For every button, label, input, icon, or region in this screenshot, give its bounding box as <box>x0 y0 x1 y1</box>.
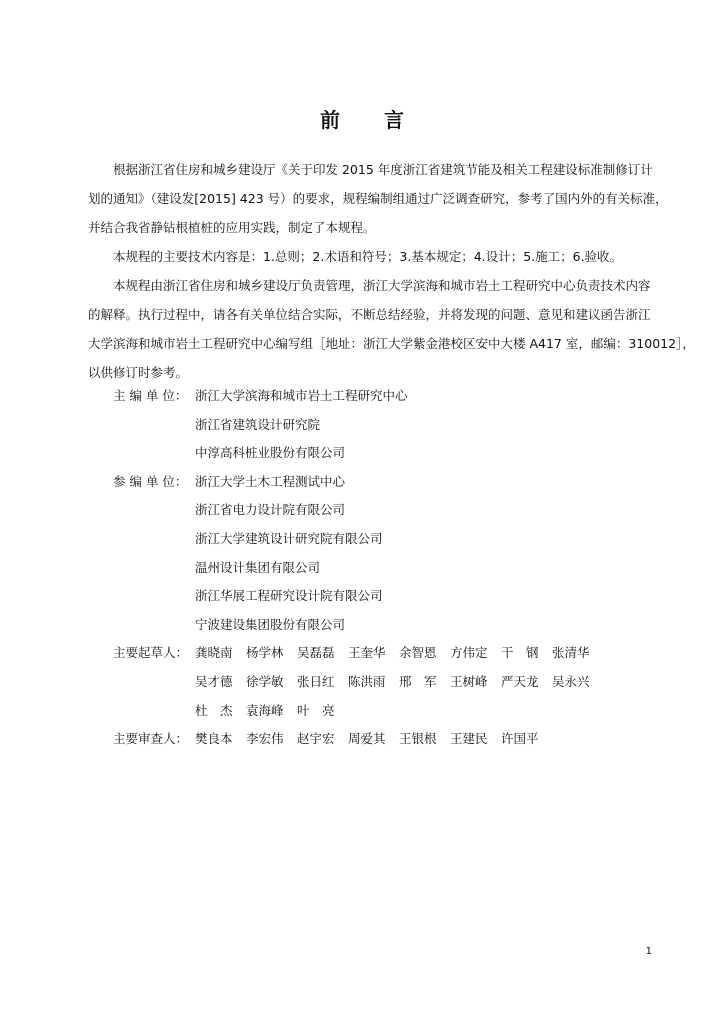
chief-units-label: 主 编 单 位： <box>113 388 188 403</box>
drafter-name: 吴才德 <box>195 673 233 689</box>
paragraph-line: 并结合我省静钻根植桩的应用实践，制定了本规程。 <box>88 220 376 235</box>
participating-unit-item: 浙江华展工程研究设计院有限公司 <box>195 588 383 604</box>
reviewer-name: 李宏伟 <box>246 731 284 747</box>
reviewer-name: 王银根 <box>399 731 437 747</box>
paragraph-line: 本规程由浙江省住房和城乡建设厅负责管理，浙江大学滨海和城市岩土工程研究中心负责技术内容 <box>113 278 651 293</box>
chief-unit-row <box>113 439 603 468</box>
paragraph-1 <box>88 155 668 242</box>
chief-unit-row <box>113 382 603 411</box>
drafters-names <box>195 697 348 726</box>
participating-unit-row <box>113 582 603 611</box>
drafter-name: 吴磊磊 <box>297 645 335 661</box>
drafter-name: 杨学林 <box>246 645 284 661</box>
drafters-label: 主要起草人： <box>113 645 189 661</box>
drafter-name: 陈洪雨 <box>348 673 386 689</box>
drafter-name: 余智恩 <box>399 645 437 661</box>
drafter-name: 叶 亮 <box>297 702 335 718</box>
participating-unit-row <box>113 554 603 583</box>
paragraph-3 <box>88 271 695 387</box>
chief-unit-row <box>113 411 603 440</box>
paragraph-2 <box>88 242 662 271</box>
participating-unit-item: 浙江大学土木工程测试中心 <box>195 473 346 489</box>
reviewer-name: 赵宇宏 <box>297 731 335 747</box>
participating-unit-item: 温州设计集团有限公司 <box>195 559 321 575</box>
chief-unit-item: 中淳高科桩业股份有限公司 <box>195 445 346 461</box>
drafter-name: 王树峰 <box>450 673 488 689</box>
page-title <box>0 104 724 133</box>
drafter-name: 杜 杰 <box>195 702 233 718</box>
chief-unit-item: 浙江省建筑设计研究院 <box>195 416 321 432</box>
drafter-name: 方伟定 <box>450 645 488 661</box>
participating-unit-row <box>113 496 603 525</box>
credits-section <box>113 382 603 754</box>
participating-unit-row <box>113 611 603 640</box>
reviewer-name: 樊良本 <box>195 731 233 747</box>
participating-unit-item: 宁波建设集团股份有限公司 <box>195 616 346 632</box>
preface-body <box>88 155 695 387</box>
reviewers-label: 主要审查人： <box>113 731 189 747</box>
title-char-2: 言 <box>384 108 404 132</box>
reviewer-name: 王建民 <box>450 731 488 747</box>
reviewers-row <box>113 725 603 754</box>
drafters-names <box>195 639 603 668</box>
drafter-name: 张清华 <box>552 645 590 661</box>
drafters-row <box>113 668 603 697</box>
drafter-name: 吴永兴 <box>552 673 590 689</box>
reviewers-names <box>195 725 552 754</box>
paragraph-line: 以供修订时参考。 <box>88 365 189 380</box>
drafter-name: 严天龙 <box>501 673 539 689</box>
paragraph-line: 的解释。执行过程中，请各有关单位结合实际，不断总结经验，并将发现的问题、意见和建议函告浙江 <box>88 307 651 322</box>
participating-unit-row <box>113 468 603 497</box>
chief-unit-item: 浙江大学滨海和城市岩土工程研究中心 <box>195 388 408 403</box>
page-number: 1 <box>645 946 652 957</box>
drafter-name: 龚晓南 <box>195 645 233 661</box>
drafter-name: 袁海峰 <box>246 702 284 718</box>
reviewer-name: 周爱其 <box>348 731 386 747</box>
drafter-name: 张日红 <box>297 673 335 689</box>
participating-unit-item: 浙江大学建筑设计研究院有限公司 <box>195 530 383 546</box>
drafter-name: 干 钢 <box>501 645 539 661</box>
drafter-name: 徐学敏 <box>246 673 284 689</box>
drafters-row <box>113 639 603 668</box>
paragraph-line: 大学滨海和城市岩土工程研究中心编写组［地址：浙江大学紫金港校区安中大楼 A417 室，邮编：310012］， <box>88 336 695 351</box>
participating-unit-item: 浙江省电力设计院有限公司 <box>195 502 346 518</box>
drafters-row <box>113 697 603 726</box>
paragraph-line: 划的通知》（建设发[2015] 423 号）的要求，规程编制组通过广泛调查研究，参考了国内外的有关标准， <box>88 191 668 206</box>
paragraph-line: 根据浙江省住房和城乡建设厅《关于印发 2015 年度浙江省建筑节能及相关工程建设标准制修订计 <box>113 162 653 177</box>
reviewer-name: 许国平 <box>501 731 539 747</box>
paragraph-line: 本规程的主要技术内容是：1.总则；2.术语和符号；3.基本规定；4.设计；5.施工；6.验收。 <box>113 249 623 264</box>
drafter-name: 王奎华 <box>348 645 386 661</box>
participating-unit-row <box>113 525 603 554</box>
participating-units-label: 参 编 单 位： <box>113 473 188 489</box>
title-char-1: 前 <box>320 108 340 132</box>
drafter-name: 邢 军 <box>399 673 437 689</box>
drafters-names <box>195 668 603 697</box>
